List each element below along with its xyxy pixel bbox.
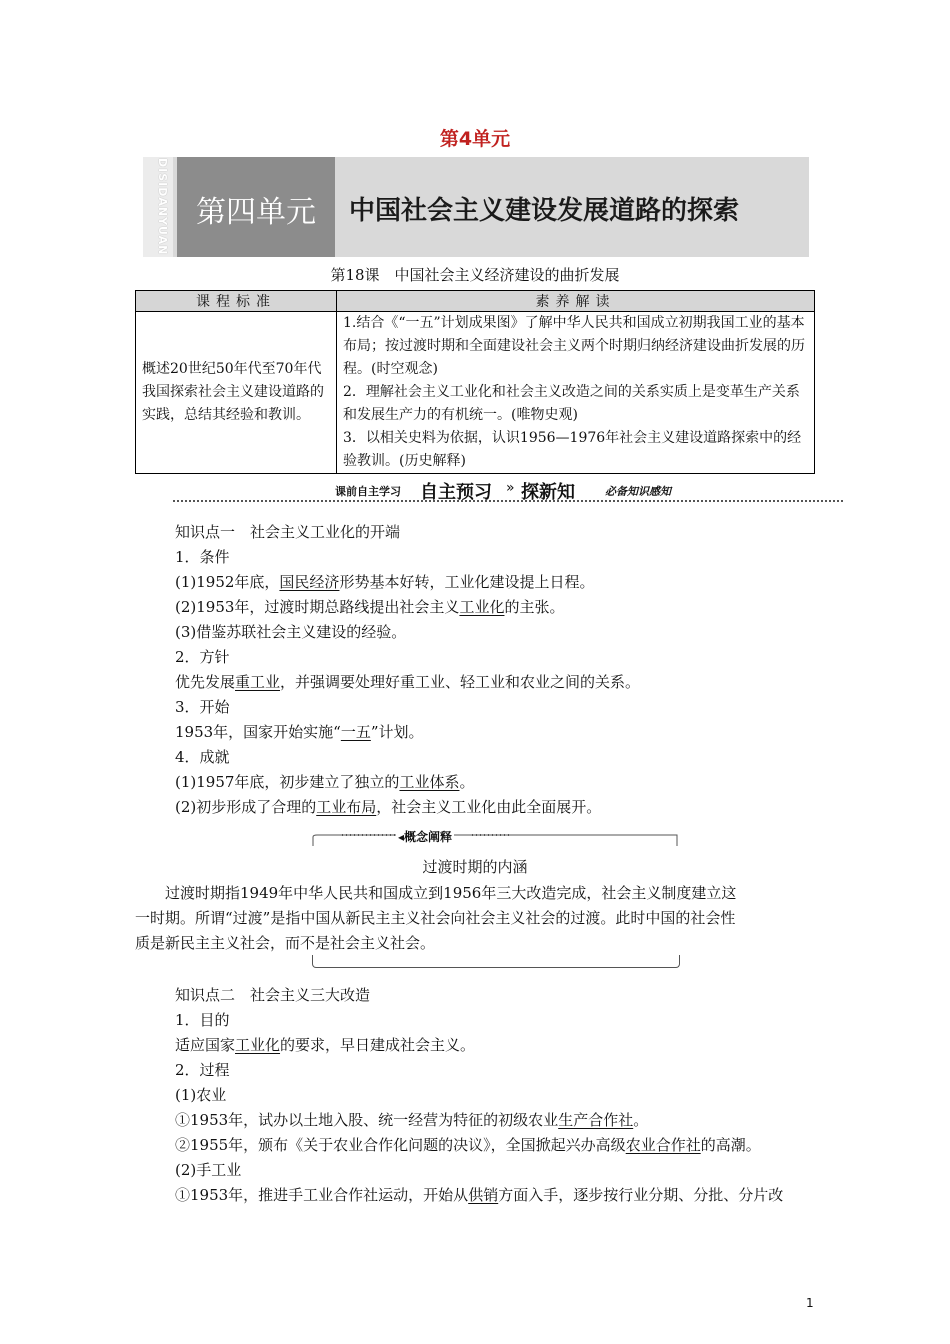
- k2-agriculture: (1)农业: [175, 1086, 227, 1104]
- header-literacy: 素养解读: [337, 291, 815, 312]
- k1-start: 1953年，国家开始实施“一五”计划。: [175, 723, 424, 741]
- k2-purpose: 适应国家工业化的要求，早日建成社会主义。: [175, 1036, 476, 1054]
- k2-title: 知识点二 社会主义三大改造: [175, 986, 371, 1004]
- k2-handicraft: (2)手工业: [175, 1161, 242, 1179]
- k1-condition-3: (3)借鉴苏联社会主义建设的经验。: [175, 623, 407, 641]
- concept-box-bottom: [312, 955, 680, 968]
- k1-heading-achievements: 4．成就: [175, 748, 230, 766]
- banner-unit-block: [177, 157, 335, 257]
- banner-side-text: DISIDANYUAN: [156, 158, 169, 256]
- k1-condition-1: (1)1952年底，国民经济形势基本好转，工业化建设提上日程。: [175, 573, 595, 591]
- page-number: 1: [806, 1296, 814, 1310]
- k1-heading-start: 3．开始: [175, 698, 230, 716]
- k1-title: 知识点一 社会主义工业化的开端: [175, 523, 401, 541]
- concept-line-1: 过渡时期指1949年中华人民共和国成立到1956年三大改造完成，社会主义制度建立这: [135, 884, 737, 902]
- unit-banner: [143, 157, 809, 257]
- section-bar: [173, 478, 843, 502]
- k1-heading-conditions: 1．条件: [175, 548, 230, 566]
- concept-title: 过渡时期的内涵: [422, 858, 528, 876]
- banner-unit-name: 中国社会主义建设发展道路的探索: [349, 196, 740, 226]
- k2-agri-2: ②1955年，颁布《关于农业合作化问题的决议》，全国掀起兴办高级农业合作社的高潮。: [175, 1136, 761, 1154]
- k1-policy: 优先发展重工业，并强调要处理好重工业、轻工业和农业之间的关系。: [175, 673, 641, 691]
- concept-body: [135, 881, 820, 956]
- k1-achievement-2: (2)初步形成了合理的工业布局，社会主义工业化由此全面展开。: [175, 798, 602, 816]
- k2-heading-process: 2．过程: [175, 1061, 230, 1079]
- k2-agri-1: ①1953年，试办以土地入股、统一经营为特征的初级农业生产合作社。: [175, 1111, 649, 1129]
- curriculum-standards-table: [135, 290, 815, 474]
- header-standards: 课程标准: [136, 291, 337, 312]
- literacy-cell: [337, 312, 815, 474]
- standards-cell: 概述20世纪50年代至70年代我国探索社会主义建设道路的实践，总结其经验和教训。: [136, 312, 337, 474]
- concept-line-3: 质是新民主主义社会，而不是社会主义社会。: [135, 934, 436, 952]
- table-row: [136, 312, 815, 474]
- section-title: 自主预习: [420, 482, 492, 503]
- section-small-left: 课前自主学习: [335, 485, 401, 498]
- banner-side-strip: [143, 157, 173, 257]
- literacy-item-1: 1.结合《“一五”计划成果图》了解中华人民共和国成立初期我国工业的基本布局；按过渡时期和全面建设社会主义两个时期归纳经济建设曲折发展的历程。(时空观念): [343, 315, 805, 377]
- k1-condition-2: (2)1953年，过渡时期总路线提出社会主义工业化的主张。: [175, 598, 565, 616]
- k1-achievement-1: (1)1957年底，初步建立了独立的工业体系。: [175, 773, 475, 791]
- k2-craft-1: ①1953年，推进手工业合作社运动，开始从供销方面入手，逐步按行业分期、分批、分片改: [175, 1186, 784, 1204]
- section-title-2: 探新知: [521, 482, 575, 503]
- literacy-item-2: 2．理解社会主义工业化和社会主义改造之间的关系实质上是变革生产关系和发展生产力的有机统一。(唯物史观): [343, 384, 800, 423]
- lesson-title: 第18课 中国社会主义经济建设的曲折发展: [330, 266, 620, 284]
- section-divider: [173, 500, 843, 502]
- unit-title: 第4单元: [439, 128, 511, 150]
- concept-line-2: 一时期。所谓“过渡”是指中国从新民主主义社会向社会主义社会的过渡。此时中国的社会性: [135, 909, 736, 927]
- banner-unit-label: 第四单元: [196, 195, 316, 230]
- concept-label: ◂概念阐释: [398, 830, 453, 844]
- concept-frame-top: [312, 827, 678, 847]
- table-header-row: [136, 291, 815, 312]
- knowledge-point-2: [175, 983, 820, 1208]
- literacy-item-3: 3．以相关史料为依据，认识1956—1976年社会主义建设道路探索中的经验教训。(历史解释): [343, 430, 802, 469]
- k1-heading-policy: 2．方针: [175, 648, 230, 666]
- k2-heading-purpose: 1．目的: [175, 1011, 230, 1029]
- concept-box-top: [312, 827, 678, 847]
- double-chevron-icon: »: [506, 480, 515, 496]
- section-small-right: 必备知识感知: [605, 485, 671, 498]
- knowledge-point-1: [175, 520, 820, 820]
